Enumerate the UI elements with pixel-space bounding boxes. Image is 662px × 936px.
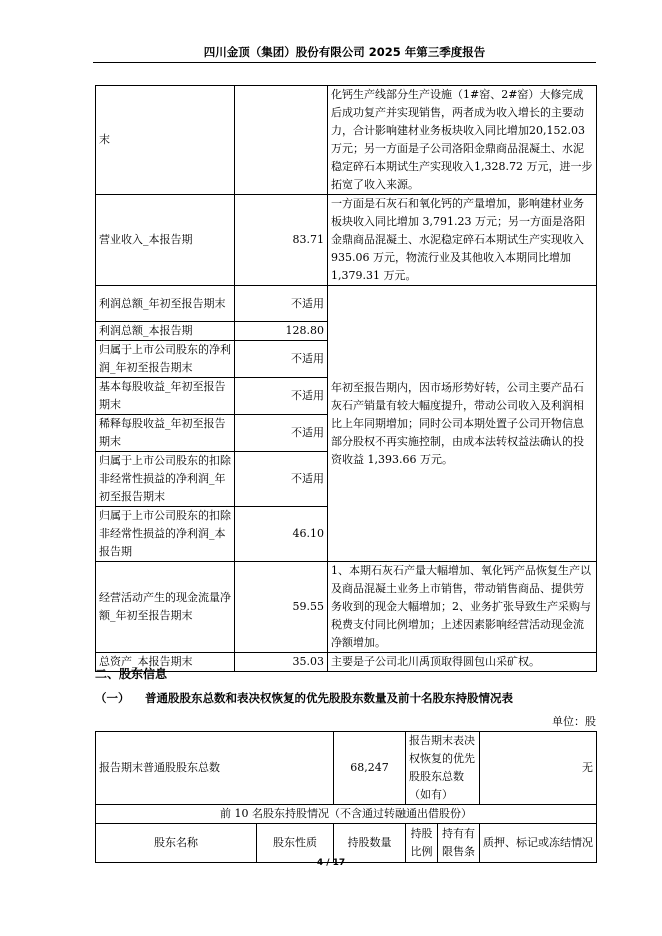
top10-caption: 前 10 名股东持股情况（不含通过转融通出借股份） — [96, 805, 597, 824]
value-cell: 46.10 — [235, 507, 328, 562]
value-cell: 不适用 — [235, 452, 328, 507]
column-header: 持有有限售条 — [438, 824, 480, 863]
value-cell: 128.80 — [235, 322, 328, 341]
column-header: 股东名称 — [96, 824, 257, 863]
subsection-number: （一） — [95, 691, 130, 705]
column-header: 质押、标记或冻结情况 — [480, 824, 597, 863]
item-cell: 归属于上市公司股东的扣除非经常性损益的净利润_本报告期 — [96, 507, 235, 562]
table-row — [96, 195, 597, 286]
reason-cell: 1、本期石灰石产量大幅增加、氧化钙产品恢复生产以及商品混凝土业务上市销售，带动销售商品、提供劳务收到的现金大幅增加；2、业务扩张导致生产采购与税费支付同比例增加；上述因素影响经营活动现金流净额增加。 — [328, 562, 597, 653]
value-cell: 59.55 — [235, 562, 328, 653]
value-cell: 83.71 — [235, 195, 328, 286]
column-header: 股东性质 — [257, 824, 334, 863]
total-holders-label: 报告期末普通股股东总数 — [96, 732, 334, 805]
column-header: 持股数量 — [334, 824, 406, 863]
reason-cell: 主要是子公司北川禹顶取得圆包山采矿权。 — [328, 653, 597, 672]
change-reason-table — [95, 85, 597, 672]
value-cell: 不适用 — [235, 378, 328, 415]
item-cell: 归属于上市公司股东的扣除非经常性损益的净利润_年初至报告期末 — [96, 452, 235, 507]
page-number: 4 / 17 — [316, 858, 346, 868]
value-cell: 不适用 — [235, 286, 328, 322]
value-cell: 不适用 — [235, 415, 328, 452]
item-cell: 末 — [96, 86, 235, 195]
item-cell: 总资产_本报告期末 — [96, 653, 235, 672]
value-cell: 不适用 — [235, 341, 328, 378]
table-row — [96, 805, 597, 824]
value-cell: 35.03 — [235, 653, 328, 672]
table-row — [96, 653, 597, 672]
value-cell — [235, 86, 328, 195]
item-cell: 利润总额_本报告期 — [96, 322, 235, 341]
table-row — [96, 562, 597, 653]
table-row — [96, 286, 597, 322]
table-row — [96, 732, 597, 805]
reason-cell: 一方面是石灰石和氧化钙的产量增加，影响建材业务板块收入同比增加 3,791.23 万元；另一方面是洛阳金鼎商品混凝土、水泥稳定碎石本期试生产实现收入 935.06 万元，物流行业及其他收入本期同比增加 1,379.31 万元。 — [328, 195, 597, 286]
unit-label: 单位：股 — [552, 715, 596, 728]
shareholder-table — [95, 731, 597, 863]
table-row — [96, 824, 597, 863]
pref-holders-label: 报告期末表决权恢复的优先股股东总数（如有） — [406, 732, 480, 805]
item-cell: 利润总额_年初至报告期末 — [96, 286, 235, 322]
table-row — [96, 86, 597, 195]
section-title: 二、股东信息 — [95, 667, 168, 681]
item-cell: 归属于上市公司股东的净利润_年初至报告期末 — [96, 341, 235, 378]
item-cell: 营业收入_本报告期 — [96, 195, 235, 286]
group-reason-cell: 年初至报告期内，因市场形势好转，公司主要产品石灰石产销量有较大幅度提升，带动公司收入及利润相比上年同期增加；同时公司本期处置子公司开物信息部分股权不再实施控制，由成本法转权益法确认的投资收益 1,393.66 万元。 — [328, 286, 597, 562]
reason-cell: 化钙生产线部分生产设施（1#窑、2#窑）大修完成后成功复产并实现销售，两者成为收入增长的主要动力，合计影响建材业务板块收入同比增加20,152.03 万元；另一方面是子公司洛阳金鼎商品混凝土、水泥稳定碎石本期试生产实现收入1,328.72 万元，进一步拓宽了收入来源。 — [328, 86, 597, 195]
item-cell: 经营活动产生的现金流量净额_年初至报告期末 — [96, 562, 235, 653]
subsection-title — [95, 690, 596, 706]
pref-holders-value: 无 — [480, 732, 597, 805]
subsection-text: 普通股股东总数和表决权恢复的优先股股东数量及前十名股东持股情况表 — [145, 691, 513, 705]
item-cell: 基本每股收益_年初至报告期末 — [96, 378, 235, 415]
page-header: 四川金顶（集团）股份有限公司 2025 年第三季度报告 — [203, 45, 486, 59]
total-holders-value: 68,247 — [334, 732, 406, 805]
column-header: 持股比例 — [406, 824, 438, 863]
header-rule — [93, 62, 596, 63]
item-cell: 稀释每股收益_年初至报告期末 — [96, 415, 235, 452]
